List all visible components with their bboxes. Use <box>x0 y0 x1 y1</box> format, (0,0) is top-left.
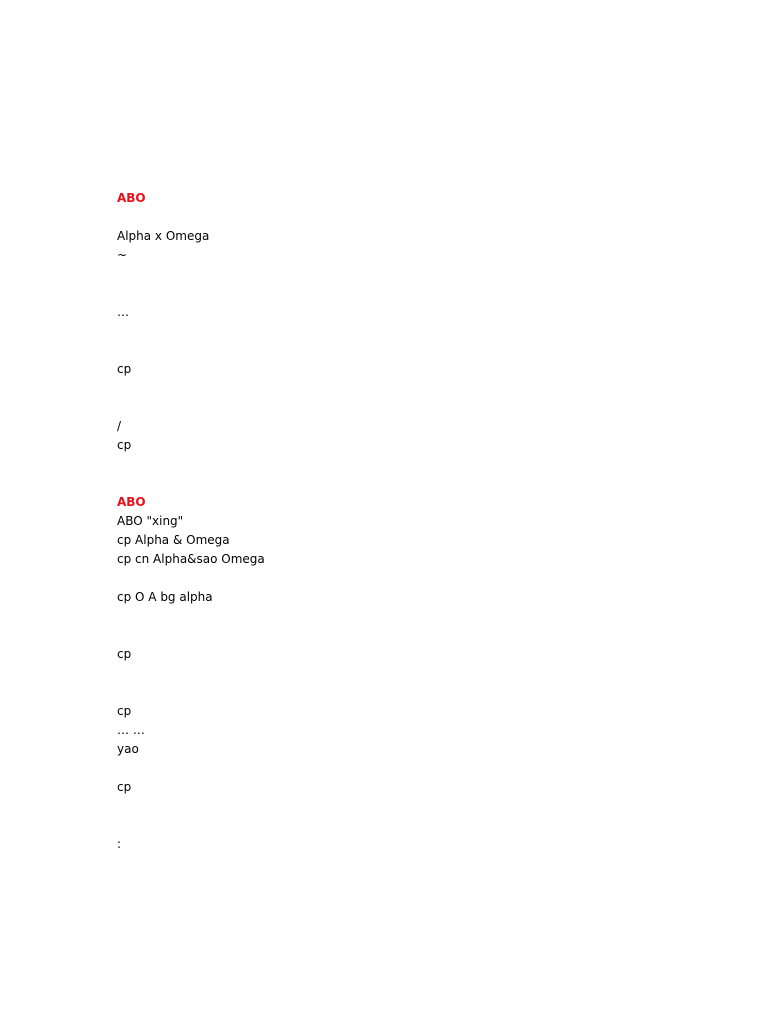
paragraph-3 <box>117 151 677 170</box>
document-body <box>117 94 677 930</box>
text-line: cp cn Alpha&sao Omega <box>117 552 265 566</box>
section-heading: ABO <box>117 495 146 509</box>
section-heading <box>117 284 677 303</box>
text-line: … <box>117 305 129 319</box>
text-line: / <box>117 419 122 433</box>
text-line: yao <box>117 742 139 756</box>
text-line <box>117 683 677 702</box>
text-line <box>117 208 677 227</box>
text-line: Alpha x Omega <box>117 229 210 243</box>
text-line <box>117 816 677 835</box>
text-line <box>117 854 677 873</box>
text-line <box>117 797 677 816</box>
text-line: cp <box>117 647 132 661</box>
section-heading: ABO <box>117 191 146 205</box>
text-line <box>117 398 677 417</box>
text-line: ABO "xing" <box>117 514 184 528</box>
text-line: cp <box>117 704 132 718</box>
text-line: : <box>117 837 122 851</box>
text-line: cp <box>117 780 132 794</box>
paragraph-1 <box>117 94 677 113</box>
text-line: … … <box>117 723 145 737</box>
text-line: cp <box>117 438 132 452</box>
text-line <box>117 607 677 626</box>
text-line: ~ <box>117 248 128 262</box>
section-heading <box>117 911 677 930</box>
text-line: cp Alpha & Omega <box>117 533 230 547</box>
text-line: cp <box>117 362 132 376</box>
text-line <box>117 664 677 683</box>
section-heading <box>117 341 677 360</box>
text-line: cp O A bg alpha <box>117 590 213 604</box>
paragraph-2 <box>117 113 677 132</box>
text-line <box>117 379 677 398</box>
